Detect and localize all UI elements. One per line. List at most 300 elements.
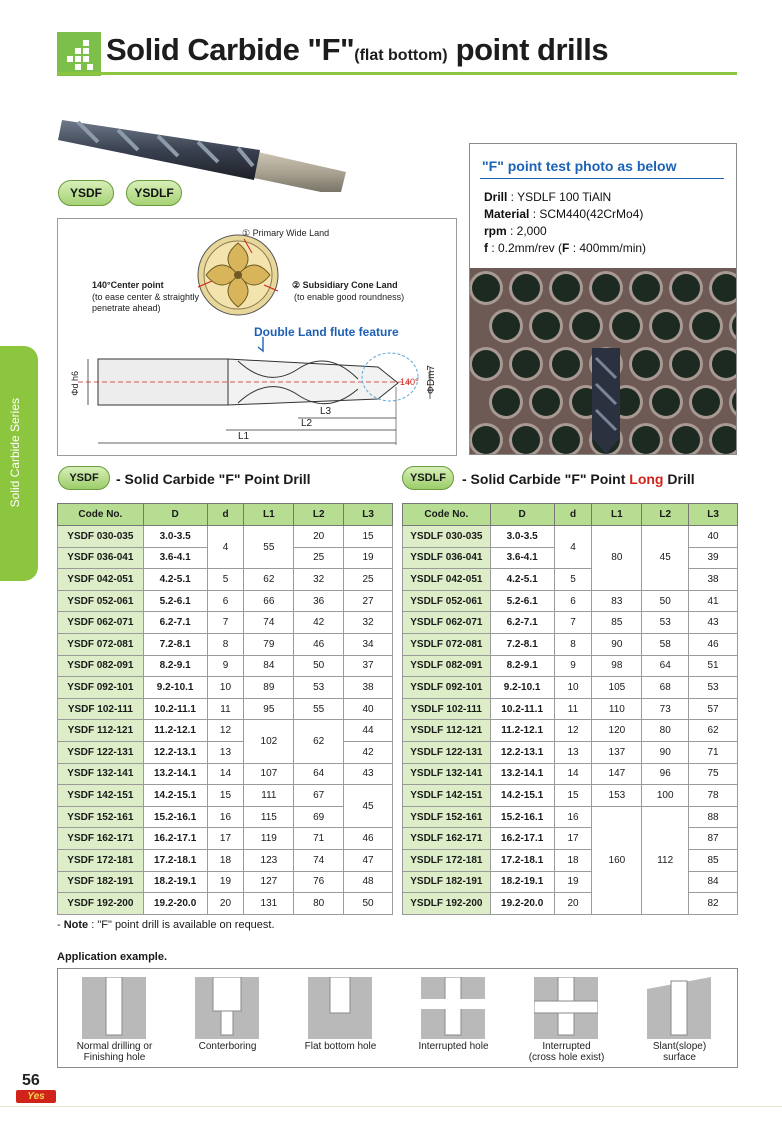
table-cell: 43 bbox=[344, 763, 393, 785]
table-cell: 96 bbox=[642, 763, 689, 785]
table-cell: YSDF 172-181 bbox=[58, 849, 144, 871]
table-cell: 57 bbox=[689, 698, 738, 720]
photo-hole bbox=[552, 426, 580, 454]
table-cell: 25 bbox=[294, 547, 344, 569]
photo-hole bbox=[672, 350, 700, 378]
photo-hole bbox=[692, 312, 720, 340]
test-drill-line: Drill : YSDLF 100 TiAlN bbox=[484, 190, 612, 204]
photo-hole bbox=[512, 350, 540, 378]
table-cell: YSDF 042-051 bbox=[58, 569, 144, 591]
table-cell: 115 bbox=[244, 806, 294, 828]
drill-image bbox=[58, 100, 358, 192]
table-cell: YSDF 036-041 bbox=[58, 547, 144, 569]
table-row bbox=[403, 720, 738, 742]
table-cell: 6.2-7.1 bbox=[490, 612, 554, 634]
table-cell: 111 bbox=[244, 785, 294, 807]
table-cell: YSDF 072-081 bbox=[58, 633, 144, 655]
table-row bbox=[58, 569, 393, 591]
table-cell: 78 bbox=[689, 785, 738, 807]
test-rpm-line: rpm : 2,000 bbox=[484, 224, 547, 238]
table-cell: 160 bbox=[592, 806, 642, 914]
photo-hole bbox=[672, 426, 700, 454]
side-tab bbox=[0, 346, 38, 581]
table-cell: YSDF 030-035 bbox=[58, 526, 144, 548]
table-cell: YSDF 182-191 bbox=[58, 871, 144, 893]
table-cell: 85 bbox=[689, 849, 738, 871]
table-cell: YSDLF 192-200 bbox=[403, 893, 491, 915]
table-cell: 8.2-9.1 bbox=[143, 655, 207, 677]
ysdlf-section-badge: YSDLF bbox=[402, 466, 454, 490]
center-point-desc2: penetrate ahead) bbox=[92, 303, 161, 313]
ysdlf-table bbox=[402, 503, 738, 915]
title-main: Solid Carbide "F" bbox=[106, 32, 355, 67]
table-cell: 9.2-10.1 bbox=[490, 677, 554, 699]
table-cell: 20 bbox=[207, 893, 244, 915]
photo-hole bbox=[472, 350, 500, 378]
badge-ysdlf: YSDLF bbox=[126, 180, 182, 206]
photo-hole bbox=[652, 388, 680, 416]
table-cell: 37 bbox=[344, 655, 393, 677]
table-cell: 68 bbox=[642, 677, 689, 699]
table-cell: 107 bbox=[244, 763, 294, 785]
table-cell: YSDLF 082-091 bbox=[403, 655, 491, 677]
table-cell: 8.2-9.1 bbox=[490, 655, 554, 677]
badge-ysdf: YSDF bbox=[58, 180, 114, 206]
test-photo-title: "F" point test photo as below bbox=[482, 158, 677, 174]
table-cell: 19 bbox=[554, 871, 592, 893]
table-cell: 17.2-18.1 bbox=[490, 849, 554, 871]
photo-hole bbox=[692, 388, 720, 416]
note-text: - Note : "F" point drill is available on request. bbox=[57, 919, 275, 931]
table-cell: 34 bbox=[344, 633, 393, 655]
table-cell: 64 bbox=[642, 655, 689, 677]
table-cell: 147 bbox=[592, 763, 642, 785]
table-row bbox=[58, 806, 393, 828]
table-row bbox=[58, 655, 393, 677]
table-cell: 105 bbox=[592, 677, 642, 699]
cone-land-title: ② Subsidiary Cone Land bbox=[292, 280, 398, 290]
table-cell: 3.6-4.1 bbox=[490, 547, 554, 569]
table-row bbox=[58, 590, 393, 612]
table-cell: 6.2-7.1 bbox=[143, 612, 207, 634]
table-cell: YSDLF 162-171 bbox=[403, 828, 491, 850]
table-cell: 16.2-17.1 bbox=[143, 828, 207, 850]
table-cell: 38 bbox=[344, 677, 393, 699]
table-cell: 51 bbox=[689, 655, 738, 677]
table-cell: 17 bbox=[207, 828, 244, 850]
photo-hole bbox=[552, 350, 580, 378]
test-material-line: Material : SCM440(42CrMo4) bbox=[484, 207, 644, 221]
table-cell: 4 bbox=[554, 526, 592, 569]
title-end: point drills bbox=[447, 32, 609, 67]
table-cell: 15.2-16.1 bbox=[490, 806, 554, 828]
table-cell: 13 bbox=[207, 741, 244, 763]
table-cell: YSDF 062-071 bbox=[58, 612, 144, 634]
table-cell: 25 bbox=[344, 569, 393, 591]
table-cell: 112 bbox=[642, 806, 689, 914]
table-row bbox=[58, 612, 393, 634]
photo-hole bbox=[532, 312, 560, 340]
ysdf-header-2: d bbox=[207, 504, 244, 526]
table-cell: 50 bbox=[642, 590, 689, 612]
table-cell: 18.2-19.1 bbox=[490, 871, 554, 893]
table-cell: 20 bbox=[554, 893, 592, 915]
photo-hole bbox=[512, 426, 540, 454]
table-row bbox=[403, 698, 738, 720]
table-cell: 5.2-6.1 bbox=[143, 590, 207, 612]
photo-hole bbox=[632, 426, 660, 454]
table-row bbox=[403, 741, 738, 763]
ysdlf-header-2: d bbox=[554, 504, 592, 526]
table-cell: 5 bbox=[207, 569, 244, 591]
table-cell: 6 bbox=[207, 590, 244, 612]
table-cell: 3.6-4.1 bbox=[143, 547, 207, 569]
table-cell: 41 bbox=[689, 590, 738, 612]
ysdf-header-3: L1 bbox=[244, 504, 294, 526]
application-box bbox=[57, 968, 738, 1068]
table-cell: 13.2-14.1 bbox=[143, 763, 207, 785]
table-cell: 10 bbox=[554, 677, 592, 699]
table-cell: 45 bbox=[642, 526, 689, 591]
table-cell: 153 bbox=[592, 785, 642, 807]
photo-hole bbox=[492, 312, 520, 340]
table-cell: 12.2-13.1 bbox=[490, 741, 554, 763]
ysdlf-header-4: L2 bbox=[642, 504, 689, 526]
table-cell: 9.2-10.1 bbox=[143, 677, 207, 699]
table-cell: YSDF 092-101 bbox=[58, 677, 144, 699]
footer-line bbox=[0, 1106, 782, 1107]
table-cell: YSDF 112-121 bbox=[58, 720, 144, 742]
table-row bbox=[58, 785, 393, 807]
table-cell: 7.2-8.1 bbox=[490, 633, 554, 655]
table-cell: 47 bbox=[344, 849, 393, 871]
table-row bbox=[403, 612, 738, 634]
table-cell: 62 bbox=[294, 720, 344, 763]
ysdf-header-1: D bbox=[143, 504, 207, 526]
ysdf-table bbox=[57, 503, 393, 915]
l3-label: L3 bbox=[320, 406, 332, 417]
table-cell: 46 bbox=[294, 633, 344, 655]
table-cell: 39 bbox=[689, 547, 738, 569]
photo-drill bbox=[592, 348, 620, 454]
double-land-label: Double Land flute feature bbox=[254, 325, 399, 339]
header-icon bbox=[57, 32, 101, 76]
table-cell: 38 bbox=[689, 569, 738, 591]
table-row bbox=[58, 763, 393, 785]
table-cell: 19.2-20.0 bbox=[143, 893, 207, 915]
table-cell: 137 bbox=[592, 741, 642, 763]
photo-hole bbox=[632, 274, 660, 302]
table-cell: 40 bbox=[689, 526, 738, 548]
table-cell: 50 bbox=[294, 655, 344, 677]
table-cell: YSDLF 052-061 bbox=[403, 590, 491, 612]
table-cell: 4 bbox=[207, 526, 244, 569]
table-cell: 80 bbox=[294, 893, 344, 915]
photo-hole bbox=[592, 274, 620, 302]
table-cell: YSDLF 092-101 bbox=[403, 677, 491, 699]
table-cell: 13 bbox=[554, 741, 592, 763]
photo-hole bbox=[492, 388, 520, 416]
table-cell: YSDLF 142-151 bbox=[403, 785, 491, 807]
ysdf-section-badge: YSDF bbox=[58, 466, 110, 490]
table-cell: YSDF 102-111 bbox=[58, 698, 144, 720]
center-point-title: 140°Center point bbox=[92, 280, 164, 290]
table-cell: 100 bbox=[642, 785, 689, 807]
app-interrupted: Interrupted hole bbox=[397, 969, 510, 1069]
table-cell: 36 bbox=[294, 590, 344, 612]
cone-land-desc: (to enable good roundness) bbox=[294, 292, 405, 302]
table-cell: YSDF 132-141 bbox=[58, 763, 144, 785]
table-cell: 48 bbox=[344, 871, 393, 893]
table-cell: 102 bbox=[244, 720, 294, 763]
table-row bbox=[58, 677, 393, 699]
table-cell: 127 bbox=[244, 871, 294, 893]
ysdlf-header-0: Code No. bbox=[403, 504, 491, 526]
table-cell: 5.2-6.1 bbox=[490, 590, 554, 612]
table-cell: 17.2-18.1 bbox=[143, 849, 207, 871]
center-point-desc1: (to ease center & straightly bbox=[92, 292, 200, 302]
table-cell: 71 bbox=[294, 828, 344, 850]
table-cell: YSDLF 132-141 bbox=[403, 763, 491, 785]
table-row bbox=[58, 849, 393, 871]
table-cell: 3.0-3.5 bbox=[143, 526, 207, 548]
table-cell: YSDLF 182-191 bbox=[403, 871, 491, 893]
table-cell: 12 bbox=[554, 720, 592, 742]
table-cell: YSDF 142-151 bbox=[58, 785, 144, 807]
photo-hole bbox=[632, 350, 660, 378]
table-cell: 19 bbox=[344, 547, 393, 569]
table-cell: 98 bbox=[592, 655, 642, 677]
table-cell: 14 bbox=[554, 763, 592, 785]
table-cell: 12.2-13.1 bbox=[143, 741, 207, 763]
test-photo bbox=[470, 268, 736, 454]
photo-hole bbox=[512, 274, 540, 302]
table-cell: 67 bbox=[294, 785, 344, 807]
side-tab-label: Solid Carbide Series bbox=[8, 398, 22, 508]
table-cell: 10.2-11.1 bbox=[490, 698, 554, 720]
page-number: 56 bbox=[22, 1072, 40, 1089]
photo-hole bbox=[472, 426, 500, 454]
table-cell: YSDF 082-091 bbox=[58, 655, 144, 677]
table-cell: 42 bbox=[344, 741, 393, 763]
table-cell: 120 bbox=[592, 720, 642, 742]
table-cell: 3.0-3.5 bbox=[490, 526, 554, 548]
table-cell: 16 bbox=[554, 806, 592, 828]
photo-hole bbox=[532, 388, 560, 416]
table-cell: 45 bbox=[344, 785, 393, 828]
table-cell: 75 bbox=[689, 763, 738, 785]
table-cell: 14 bbox=[207, 763, 244, 785]
table-cell: 16 bbox=[207, 806, 244, 828]
table-cell: 62 bbox=[689, 720, 738, 742]
table-cell: 14.2-15.1 bbox=[143, 785, 207, 807]
table-cell: YSDLF 036-041 bbox=[403, 547, 491, 569]
table-cell: 119 bbox=[244, 828, 294, 850]
table-cell: 53 bbox=[294, 677, 344, 699]
table-cell: 20 bbox=[294, 526, 344, 548]
table-cell: 11.2-12.1 bbox=[490, 720, 554, 742]
table-cell: 18.2-19.1 bbox=[143, 871, 207, 893]
table-cell: 84 bbox=[244, 655, 294, 677]
table-cell: 5 bbox=[554, 569, 592, 591]
table-cell: YSDLF 030-035 bbox=[403, 526, 491, 548]
application-title: Application example. bbox=[57, 951, 168, 963]
test-photo-holes bbox=[470, 268, 736, 454]
table-cell: YSDLF 172-181 bbox=[403, 849, 491, 871]
l1-label: L1 bbox=[238, 431, 250, 442]
table-cell: YSDLF 102-111 bbox=[403, 698, 491, 720]
ysdlf-section-title: - Solid Carbide "F" Point Long Drill bbox=[462, 471, 695, 487]
angle-label: 140° bbox=[400, 377, 419, 387]
table-cell: 19.2-20.0 bbox=[490, 893, 554, 915]
table-cell: 16.2-17.1 bbox=[490, 828, 554, 850]
table-cell: 8 bbox=[207, 633, 244, 655]
table-cell: 84 bbox=[689, 871, 738, 893]
table-cell: YSDF 052-061 bbox=[58, 590, 144, 612]
photo-hole bbox=[672, 274, 700, 302]
table-cell: 55 bbox=[244, 526, 294, 569]
table-cell: 9 bbox=[207, 655, 244, 677]
l2-label: L2 bbox=[301, 418, 313, 429]
table-row bbox=[403, 633, 738, 655]
table-cell: 18 bbox=[207, 849, 244, 871]
table-cell: 7 bbox=[207, 612, 244, 634]
table-cell: 90 bbox=[642, 741, 689, 763]
table-row bbox=[58, 828, 393, 850]
table-cell: 82 bbox=[689, 893, 738, 915]
table-cell: 7 bbox=[554, 612, 592, 634]
photo-hole bbox=[572, 312, 600, 340]
table-cell: 131 bbox=[244, 893, 294, 915]
yes-logo: Yes bbox=[16, 1090, 56, 1103]
table-cell: YSDF 162-171 bbox=[58, 828, 144, 850]
table-cell: 13.2-14.1 bbox=[490, 763, 554, 785]
table-row bbox=[403, 785, 738, 807]
page-title bbox=[106, 32, 608, 76]
table-cell: 53 bbox=[689, 677, 738, 699]
table-cell: 15 bbox=[344, 526, 393, 548]
table-cell: 88 bbox=[689, 806, 738, 828]
table-cell: 11 bbox=[554, 698, 592, 720]
table-cell: 66 bbox=[244, 590, 294, 612]
photo-hole bbox=[472, 274, 500, 302]
table-row bbox=[58, 893, 393, 915]
table-cell: 64 bbox=[294, 763, 344, 785]
table-cell: 62 bbox=[244, 569, 294, 591]
app-slant-surface: Slant(slope) surface bbox=[623, 969, 736, 1069]
table-cell: 15 bbox=[554, 785, 592, 807]
photo-hole bbox=[652, 312, 680, 340]
table-cell: YSDF 152-161 bbox=[58, 806, 144, 828]
table-row bbox=[403, 677, 738, 699]
test-photo-divider bbox=[480, 178, 724, 179]
table-cell: YSDLF 062-071 bbox=[403, 612, 491, 634]
table-cell: 15.2-16.1 bbox=[143, 806, 207, 828]
table-cell: 123 bbox=[244, 849, 294, 871]
table-row bbox=[403, 590, 738, 612]
table-cell: 80 bbox=[642, 720, 689, 742]
table-cell: 32 bbox=[294, 569, 344, 591]
table-cell: 73 bbox=[642, 698, 689, 720]
app-cross-hole: Interrupted (cross hole exist) bbox=[510, 969, 623, 1069]
table-cell: 79 bbox=[244, 633, 294, 655]
table-cell: 18 bbox=[554, 849, 592, 871]
table-cell: 17 bbox=[554, 828, 592, 850]
table-cell: 43 bbox=[689, 612, 738, 634]
table-cell: 9 bbox=[554, 655, 592, 677]
table-cell: 74 bbox=[244, 612, 294, 634]
table-cell: 42 bbox=[294, 612, 344, 634]
table-cell: 11 bbox=[207, 698, 244, 720]
table-cell: 89 bbox=[244, 677, 294, 699]
table-cell: 46 bbox=[344, 828, 393, 850]
table-row bbox=[58, 526, 393, 548]
table-row bbox=[58, 698, 393, 720]
table-cell: YSDLF 112-121 bbox=[403, 720, 491, 742]
table-cell: 6 bbox=[554, 590, 592, 612]
ysdf-header-0: Code No. bbox=[58, 504, 144, 526]
ysdlf-header-5: L3 bbox=[689, 504, 738, 526]
app-counterboring: Conterboring bbox=[171, 969, 284, 1069]
table-cell: 27 bbox=[344, 590, 393, 612]
app-flat-bottom: Flat bottom hole bbox=[284, 969, 397, 1069]
table-row bbox=[58, 633, 393, 655]
table-cell: 83 bbox=[592, 590, 642, 612]
table-cell: YSDLF 122-131 bbox=[403, 741, 491, 763]
table-cell: 71 bbox=[689, 741, 738, 763]
table-cell: 4.2-5.1 bbox=[490, 569, 554, 591]
table-cell: 69 bbox=[294, 806, 344, 828]
table-cell: 85 bbox=[592, 612, 642, 634]
table-row bbox=[403, 655, 738, 677]
table-cell: 4.2-5.1 bbox=[143, 569, 207, 591]
table-cell: YSDF 192-200 bbox=[58, 893, 144, 915]
photo-hole bbox=[552, 274, 580, 302]
table-cell: 11.2-12.1 bbox=[143, 720, 207, 742]
ysdf-header-4: L2 bbox=[294, 504, 344, 526]
ysdlf-header-1: D bbox=[490, 504, 554, 526]
shank-dim-label: Φd h6 bbox=[70, 371, 80, 396]
table-cell: 10 bbox=[207, 677, 244, 699]
ysdf-section-title: - Solid Carbide "F" Point Drill bbox=[116, 471, 311, 487]
table-cell: 19 bbox=[207, 871, 244, 893]
table-cell: 90 bbox=[592, 633, 642, 655]
table-cell: 87 bbox=[689, 828, 738, 850]
table-cell: 53 bbox=[642, 612, 689, 634]
table-cell: 46 bbox=[689, 633, 738, 655]
table-row bbox=[58, 871, 393, 893]
table-cell: YSDF 122-131 bbox=[58, 741, 144, 763]
test-feed-line: f : 0.2mm/rev (F : 400mm/min) bbox=[484, 241, 647, 255]
drill-diagram bbox=[57, 218, 457, 456]
table-cell: 40 bbox=[344, 698, 393, 720]
table-cell: 95 bbox=[244, 698, 294, 720]
table-cell: 7.2-8.1 bbox=[143, 633, 207, 655]
table-cell: 8 bbox=[554, 633, 592, 655]
table-cell: 15 bbox=[207, 785, 244, 807]
diameter-dim-label: ΦDm7 bbox=[426, 365, 437, 395]
ysdf-header-5: L3 bbox=[344, 504, 393, 526]
table-row bbox=[403, 806, 738, 828]
header-divider bbox=[57, 72, 737, 75]
table-cell: YSDLF 072-081 bbox=[403, 633, 491, 655]
table-cell: 32 bbox=[344, 612, 393, 634]
primary-land-label: ① Primary Wide Land bbox=[242, 228, 330, 238]
table-cell: 44 bbox=[344, 720, 393, 742]
table-cell: 110 bbox=[592, 698, 642, 720]
table-cell: 10.2-11.1 bbox=[143, 698, 207, 720]
app-normal-drilling: Normal drilling or Finishing hole bbox=[58, 969, 171, 1069]
